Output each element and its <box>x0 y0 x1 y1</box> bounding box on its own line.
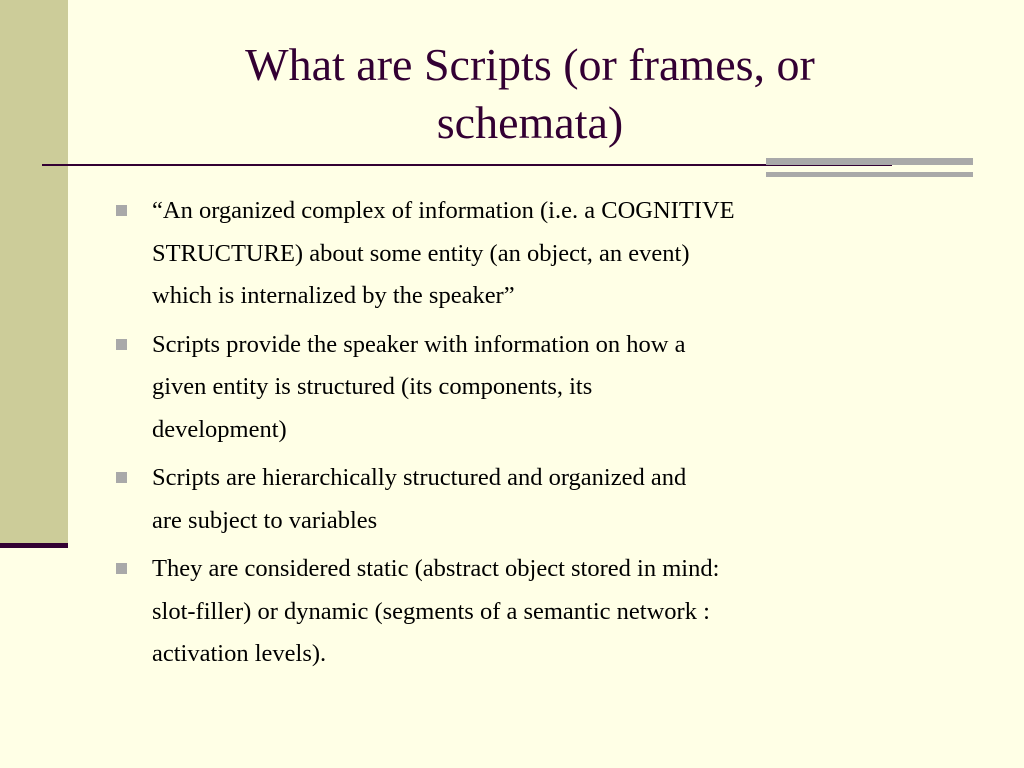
square-bullet-icon <box>116 339 127 350</box>
slide-title-line-1: What are Scripts (or frames, or <box>245 39 815 90</box>
bullet-list <box>112 190 972 682</box>
accent-bar-bottom <box>766 172 973 177</box>
slide-title-line-2: schemata) <box>436 97 624 148</box>
square-bullet-icon <box>116 472 127 483</box>
bullet-text-line: development) <box>152 415 287 443</box>
left-decorative-band <box>0 0 68 545</box>
accent-bar-top <box>766 158 973 165</box>
bullet-item <box>112 190 972 318</box>
bullet-text-line: activation levels). <box>152 640 327 667</box>
left-band-rule <box>0 543 68 548</box>
bullet-text-line: STRUCTURE) about some entity (an object, an event) <box>152 239 690 267</box>
square-bullet-icon <box>116 563 127 574</box>
square-bullet-icon <box>116 205 127 216</box>
bullet-item <box>112 324 972 452</box>
title-underline-rule <box>42 164 892 166</box>
bullet-text-line: Scripts are hierarchically structured and organized and <box>152 464 687 491</box>
bullet-text-line: given entity is structured (its components, its <box>152 373 593 400</box>
bullet-text-line: “An organized complex of information (i.e. a COGNITIVE <box>152 197 735 224</box>
bullet-text-line: slot-filler) or dynamic (segments of a semantic network : <box>152 597 710 625</box>
bullet-item <box>112 548 972 676</box>
bullet-text-line: They are considered static (abstract object stored in mind: <box>152 555 720 582</box>
bullet-text-line: are subject to variables <box>152 506 378 534</box>
bullet-text-line: which is internalized by the speaker” <box>152 282 515 309</box>
slide-title <box>110 36 950 152</box>
bullet-item <box>112 457 972 542</box>
bullet-text-line: Scripts provide the speaker with information on how a <box>152 330 686 358</box>
